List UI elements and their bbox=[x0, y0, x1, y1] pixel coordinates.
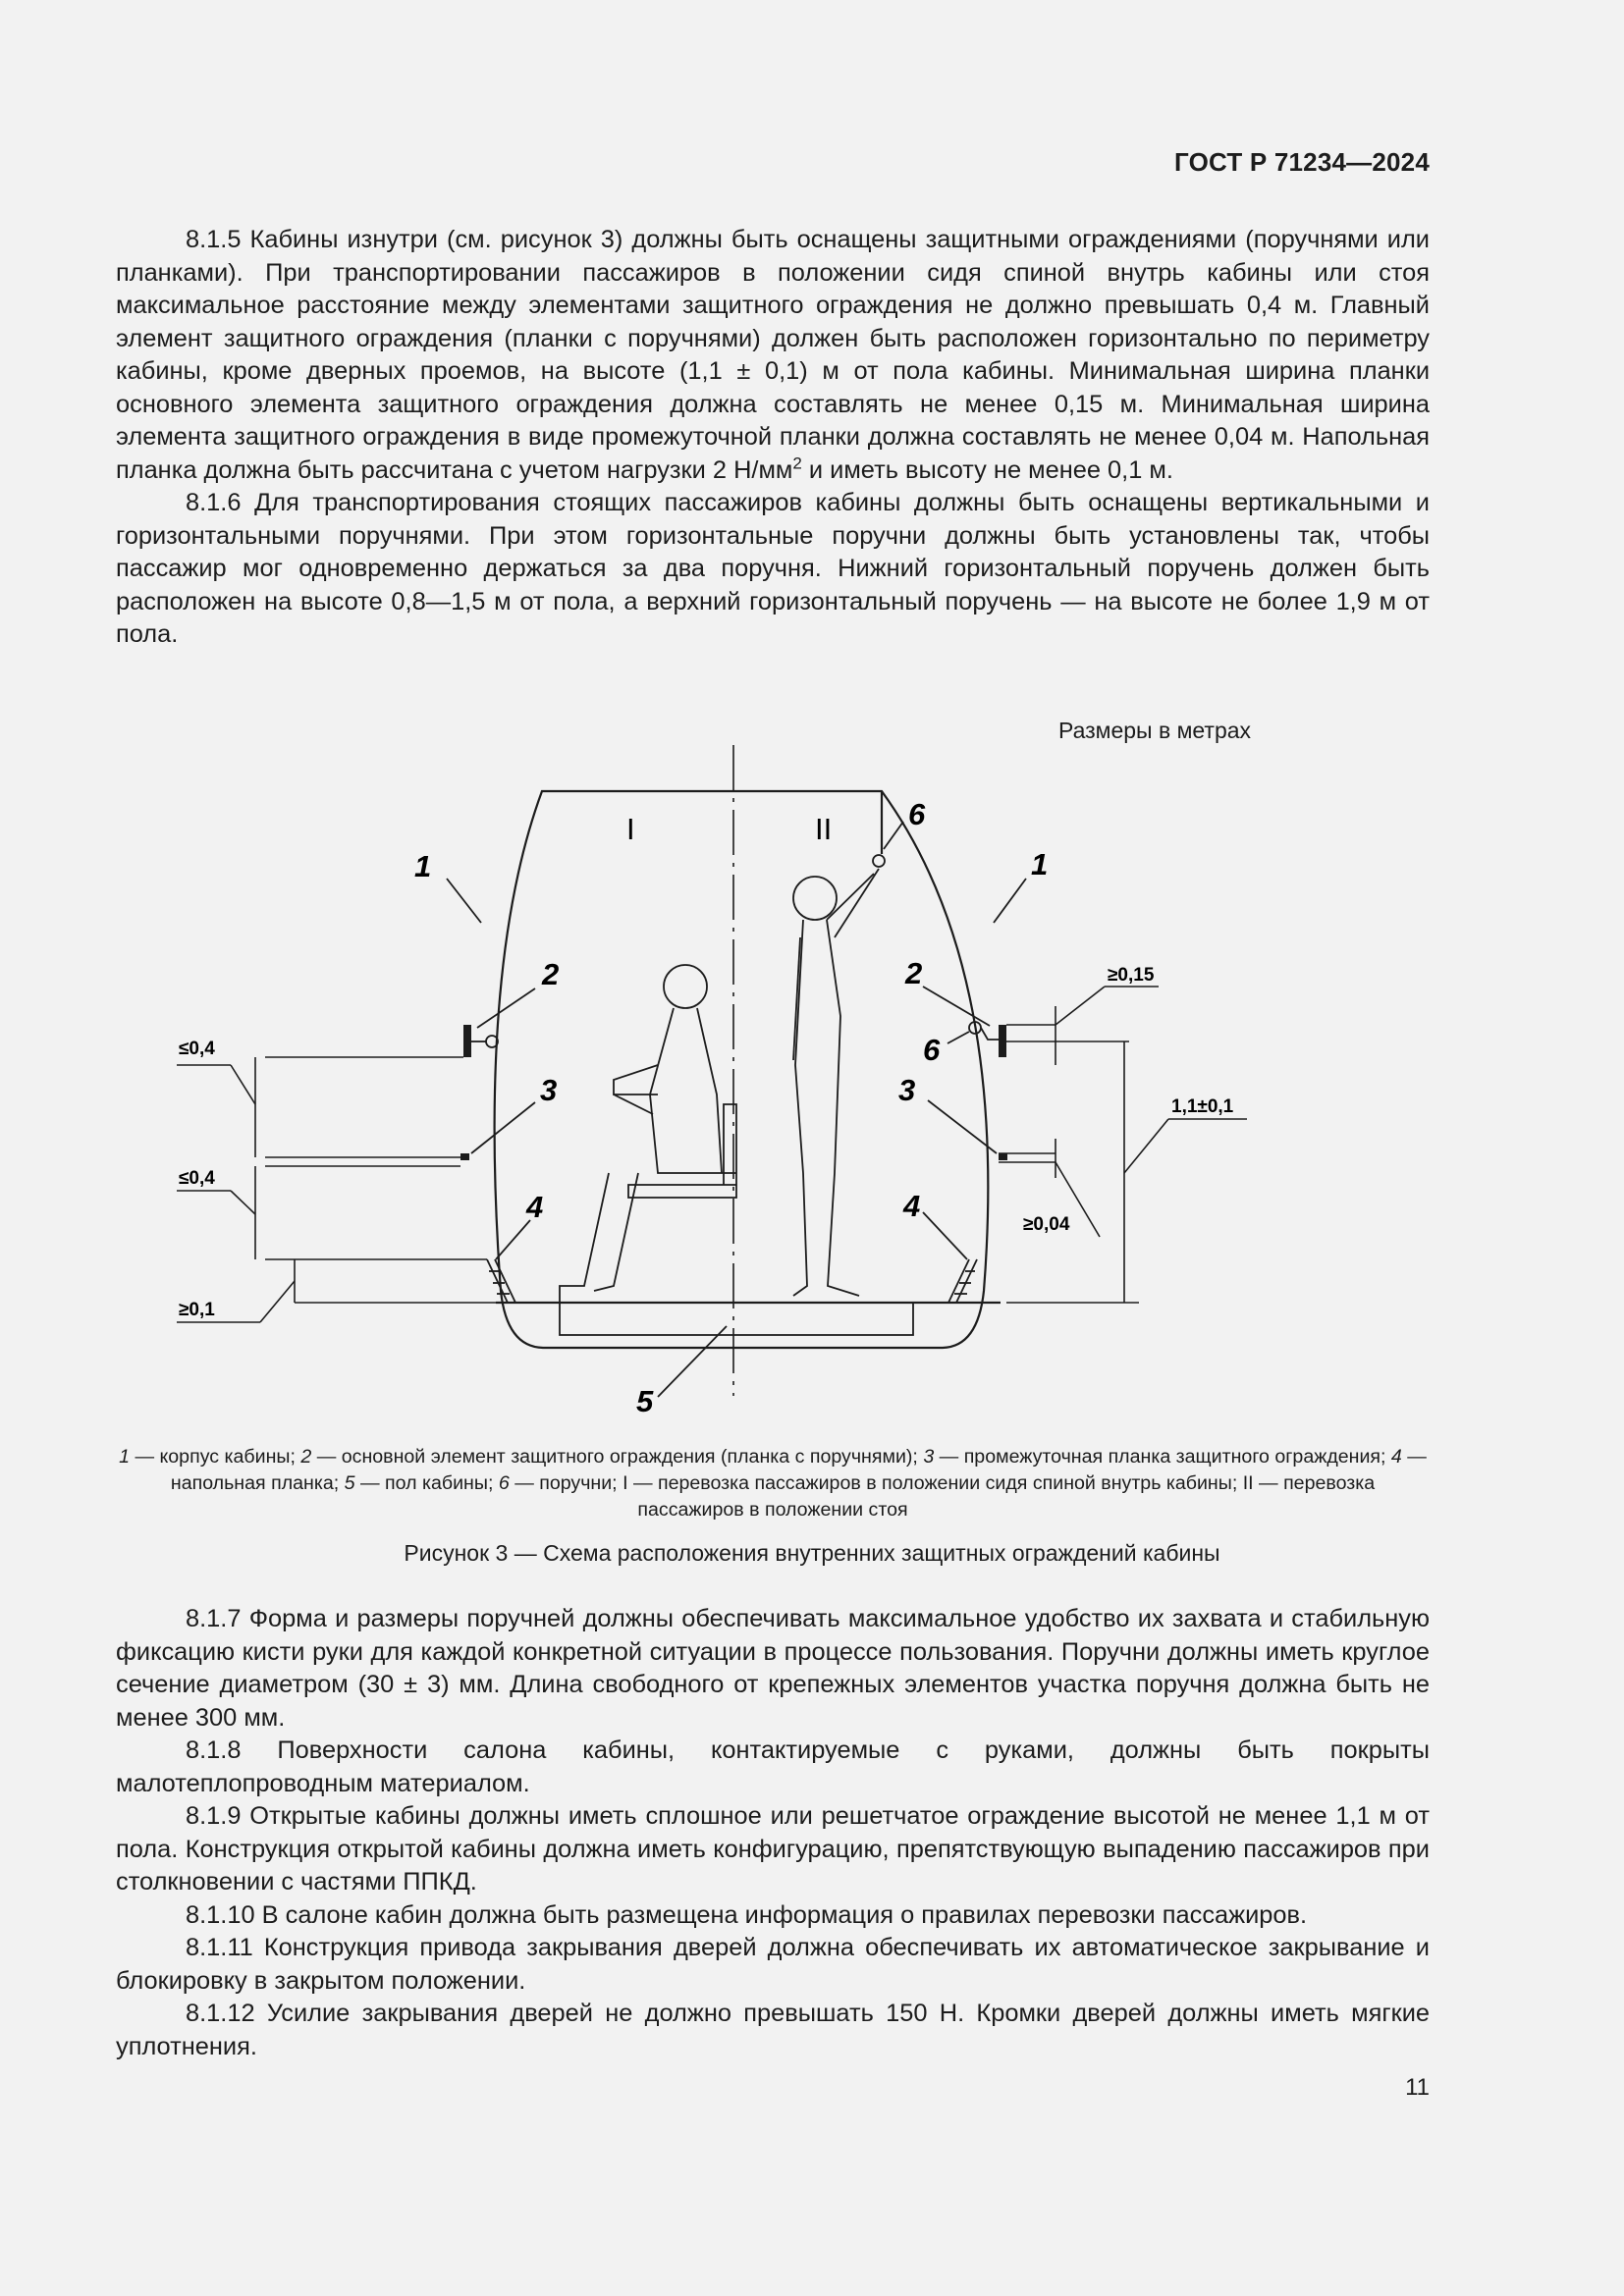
legend-num-4: 4 bbox=[1390, 1446, 1402, 1468]
page-number: 11 bbox=[1405, 2074, 1430, 2101]
paragraph-8-1-8: 8.1.8 Поверхности салона кабины, контактируемые с руками, должны быть покрыты малотеплопроводным материалом. bbox=[116, 1736, 1430, 1797]
dim-left bbox=[177, 1057, 496, 1322]
dim-inter-bar-width: ≥0,04 bbox=[1023, 1214, 1070, 1235]
legend-text-5: — пол кабины; bbox=[354, 1472, 499, 1494]
inter-bar-left bbox=[460, 1153, 469, 1160]
legend-text-4: — напольная планка; bbox=[170, 1446, 1427, 1494]
legend-text-3: — промежуточная планка защитного ограждения; bbox=[934, 1446, 1391, 1468]
inter-bar-right bbox=[999, 1153, 1007, 1160]
paragraph-8-1-6: 8.1.6 Для транспортирования стоящих пассажиров кабины должны быть оснащены вертикальными и горизонтальными поручнями. При этом горизонтальные поручни должны быть установлены так, чтобы пассажир мог одновременно держаться за два поручня. Нижний горизонтальный поручень должен быть расположен на высоте 0,8—1,5 м от пола, а верхний горизонтальный поручень — на высоте не более 1,9 м от пола. bbox=[116, 489, 1430, 648]
label-2-right: 2 bbox=[905, 956, 923, 990]
bottom-text-block bbox=[116, 1603, 1430, 2063]
standing-person bbox=[793, 869, 879, 1296]
label-3-left: 3 bbox=[540, 1073, 558, 1107]
paragraph-8-1-11: 8.1.11 Конструкция привода закрывания дверей должна обеспечивать их автоматическое закрывание и блокировку в закрытом положении. bbox=[116, 1934, 1430, 1995]
floor-recess bbox=[560, 1303, 913, 1335]
legend-num-2: 2 bbox=[300, 1446, 312, 1468]
label-1-right: 1 bbox=[1031, 847, 1049, 881]
label-6-mid: 6 bbox=[923, 1033, 941, 1067]
label-4-right: 4 bbox=[903, 1189, 921, 1223]
paragraph-8-1-5-tail: и иметь высоту не менее 0,1 м. bbox=[801, 455, 1173, 484]
handrail-top bbox=[873, 855, 885, 867]
superscript: 2 bbox=[792, 454, 802, 473]
paragraph-8-1-9: 8.1.9 Открытые кабины должны иметь сплошное или решетчатое ограждение высотой не менее 1,1 м от пола. Конструкция открытой кабины должна иметь конфигурацию, препятствующую выпадению пассажиров при столкновении с частями ППКД. bbox=[116, 1802, 1430, 1896]
legend-text-6: — поручни; I — перевозка пассажиров в положении сидя спиной внутрь кабины; II — перевозка пассажиров в положении стоя bbox=[509, 1472, 1376, 1521]
cabin-body bbox=[495, 791, 989, 1348]
label-3-right: 3 bbox=[898, 1073, 916, 1107]
legend-num-6: 6 bbox=[498, 1472, 510, 1494]
paragraph-8-1-7: 8.1.7 Форма и размеры поручней должны обеспечивать максимальное удобство их захвата и стабильную фиксацию кисти руки для каждой конкретной ситуации в процессе пользования. Поручни должны иметь круглое сечение диаметром (30 ± 3) мм. Длина свободного от крепежных элементов участка поручня должна быть не менее 300 мм. bbox=[116, 1605, 1430, 1732]
legend-text-1: — корпус кабины; bbox=[130, 1446, 301, 1468]
label-6-top: 6 bbox=[908, 797, 926, 831]
legend-num-5: 5 bbox=[344, 1472, 355, 1494]
label-2-left: 2 bbox=[542, 957, 560, 991]
dim-gap-lower: ≤0,4 bbox=[179, 1168, 215, 1189]
figure-caption: Рисунок 3 — Схема расположения внутренних защитных ограждений кабины bbox=[404, 1540, 1220, 1566]
dim-handrail-height: 1,1±0,1 bbox=[1171, 1096, 1234, 1117]
main-bar-left bbox=[463, 1025, 471, 1057]
label-4-left: 4 bbox=[526, 1190, 544, 1224]
legend-num-3: 3 bbox=[923, 1446, 935, 1468]
figure-legend bbox=[116, 1444, 1430, 1523]
dim-gap-upper: ≤0,4 bbox=[179, 1039, 215, 1059]
legend-num-1: 1 bbox=[119, 1446, 131, 1468]
legend-text-2: — основной элемент защитного ограждения (планка с поручнями); bbox=[311, 1446, 924, 1468]
top-text-block bbox=[116, 224, 1430, 652]
paragraph-8-1-5 bbox=[116, 224, 1430, 487]
dim-floor-bar: ≥0,1 bbox=[179, 1300, 215, 1320]
dim-right bbox=[999, 987, 1247, 1303]
section-ii: II bbox=[815, 812, 833, 846]
paragraph-8-1-12: 8.1.12 Усилие закрывания дверей не должно превышать 150 Н. Кромки дверей должны иметь мягкие уплотнения. bbox=[116, 2000, 1430, 2060]
cabin-diagram bbox=[179, 741, 1296, 1428]
label-1-left: 1 bbox=[414, 849, 432, 883]
section-i: I bbox=[626, 812, 635, 846]
label-5: 5 bbox=[636, 1384, 654, 1418]
paragraph-8-1-10: 8.1.10 В салоне кабин должна быть размещена информация о правилах перевозки пассажиров. bbox=[186, 1900, 1308, 1929]
seated-person bbox=[560, 965, 736, 1303]
dim-main-bar-width: ≥0,15 bbox=[1108, 965, 1155, 986]
sizes-note: Размеры в метрах bbox=[1058, 718, 1252, 743]
floor-bar-right bbox=[948, 1259, 977, 1303]
document-header: ГОСТ Р 71234—2024 bbox=[1174, 147, 1430, 177]
main-bar-right bbox=[999, 1025, 1006, 1057]
paragraph-8-1-5-text: 8.1.5 Кабины изнутри (см. рисунок 3) должны быть оснащены защитными ограждениями (поручнями или планками). При транспортировании пассажиров в положении сидя спиной внутрь кабины или стоя максимальное расстояние между элементами защитного ограждения не должно превышать 0,4 м. Главный элемент защитного ограждения (планки с поручнями) должен быть расположен горизонтально по периметру кабины, кроме дверных проемов, на высоте (1,1 ± 0,1) м от пола кабины. Минимальная ширина планки основного элемента защитного ограждения должна составлять не менее 0,15 м. Минимальная ширина элемента защитного ограждения в виде промежуточной планки должна составлять не менее 0,04 м. Напольная планка должна быть рассчитана с учетом нагрузки 2 Н/мм bbox=[116, 226, 1430, 484]
